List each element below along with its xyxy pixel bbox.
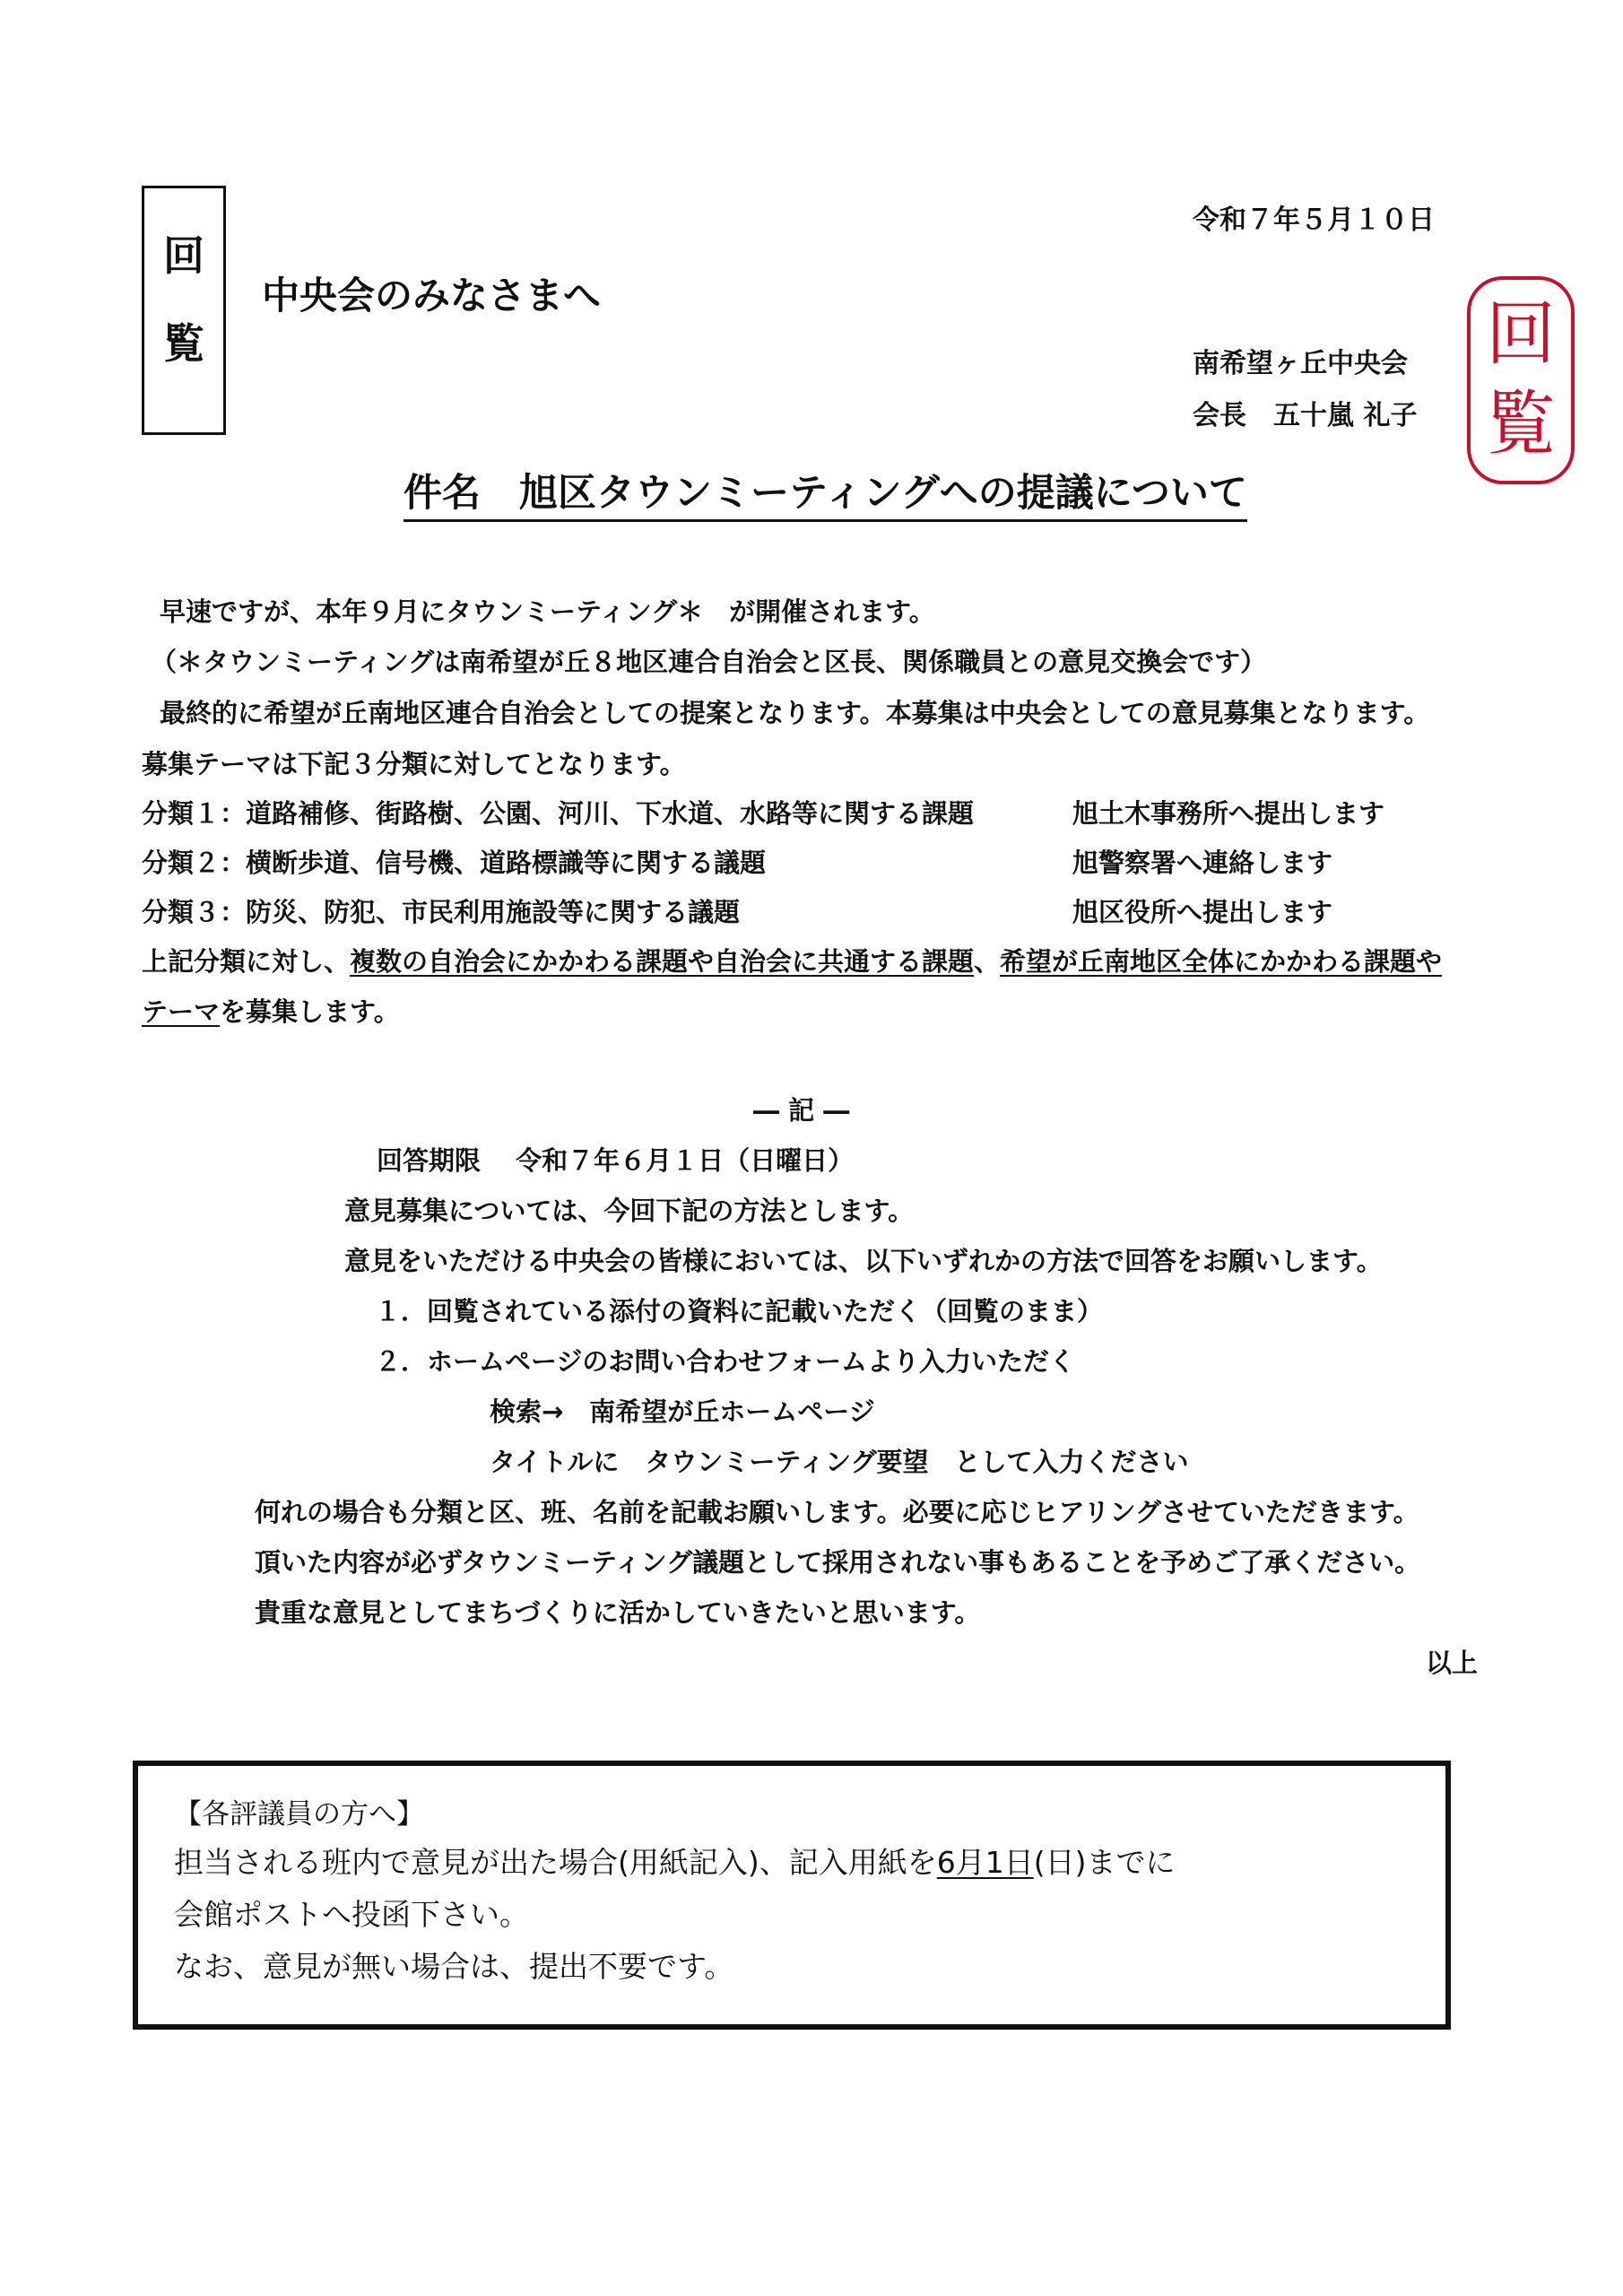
summary-text-b: 、 [974, 946, 1001, 977]
summary-underline-1: 複数の自治会にかかわる課題や自治会に共通する課題 [350, 946, 975, 977]
kairan-box-char-2: 覧 [163, 319, 204, 368]
option-2: ２．ホームページのお問い合わせフォームより入力いただく [375, 1346, 1075, 1377]
search-instruction: 検索→ 南希望が丘ホームページ [490, 1396, 875, 1427]
subject-title: 件名 旭区タウンミーティングへの提議について [404, 463, 1247, 522]
category-3-label: 分類３：防災、防犯、市民利用施設等に関する議題 [142, 897, 741, 927]
notice-deadline: 6月1日 [936, 1845, 1034, 1880]
summary-underline-2: 希望が丘南地区全体にかかわる課題や [1000, 946, 1443, 977]
notice-line-3: なお、意見が無い場合は、提出不要です。 [174, 1949, 734, 1984]
intro-line-3: 最終的に希望が丘南地区連合自治会としての提案となります。本募集は中央会としての意見募集となります。 [160, 698, 1430, 728]
notice-heading: 【各評議員の方へ】 [174, 1798, 424, 1831]
category-3-destination: 旭区役所へ提出します [1072, 897, 1333, 927]
request-line: 意見をいただける中央会の皆様においては、以下いずれかの方法で回答をお願いします。 [344, 1246, 1383, 1276]
note-1: 何れの場合も分類と区、班、名前を記載お願いします。必要に応じヒアリングさせていただきます。 [255, 1497, 1419, 1527]
category-1-destination: 旭土木事務所へ提出します [1072, 798, 1385, 829]
kairan-box [142, 186, 226, 435]
notice-line-1-b: (日)までに [1033, 1845, 1176, 1880]
category-1-label: 分類１：道路補修、街路樹、公園、河川、下水道、水路等に関する課題 [142, 798, 975, 829]
greeting: 中央会のみなさまへ [262, 274, 602, 317]
stamp-char-2: 覧 [1485, 384, 1556, 465]
notice-line-1 [174, 1839, 1176, 1882]
summary-text-c: を募集します。 [220, 996, 400, 1027]
kairan-stamp [1467, 276, 1575, 484]
summary-text-a: 上記分類に対し、 [142, 946, 351, 977]
chair-name: 会長 五十嵐 礼子 [1193, 400, 1418, 431]
ki-heading: ― 記 ― [753, 1095, 850, 1126]
title-instruction: タイトルに タウンミーティング要望 として入力ください [490, 1447, 1189, 1477]
document-date: 令和７年５月１０日 [1193, 204, 1435, 236]
summary-underline-3: テーマ [142, 996, 221, 1027]
category-2-destination: 旭警察署へ連絡します [1072, 848, 1333, 878]
organization-name: 南希望ヶ丘中央会 [1193, 348, 1408, 379]
deadline: 回答期限 令和７年６月１日（日曜日） [377, 1145, 855, 1176]
category-2-label: 分類２：横断歩道、信号機、道路標識等に関する議題 [142, 848, 767, 878]
notice-line-2: 会館ポストへ投函下さい。 [174, 1897, 529, 1932]
option-1: １．回覧されている添付の資料に記載いただく（回覧のまま） [375, 1296, 1104, 1326]
notice-line-1-a: 担当される班内で意見が出た場合(用紙記入)、記入用紙を [174, 1845, 937, 1880]
summary-line-1 [142, 942, 1442, 978]
summary-line-2 [142, 992, 400, 1029]
intro-line-1: 早速ですが、本年９月にタウンミーティング＊ が開催されます。 [160, 596, 935, 627]
kairan-box-char-1: 回 [163, 231, 204, 280]
intro-line-4: 募集テーマは下記３分類に対してとなります。 [142, 749, 686, 779]
note-2: 頂いた内容が必ずタウンミーティング議題として採用されない事もあることを予めご了承ください。 [255, 1547, 1421, 1578]
closing: 以上 [1426, 1648, 1479, 1678]
note-3: 貴重な意見としてまちづくりに活かしていきたいと思います。 [255, 1597, 981, 1628]
intro-line-2: （＊タウンミーティングは南希望が丘８地区連合自治会と区長、関係職員との意見交換会です） [151, 647, 1267, 677]
councillor-notice-box [133, 1761, 1451, 2030]
method-intro: 意見募集については、今回下記の方法とします。 [344, 1196, 915, 1226]
stamp-char-1: 回 [1485, 294, 1556, 375]
